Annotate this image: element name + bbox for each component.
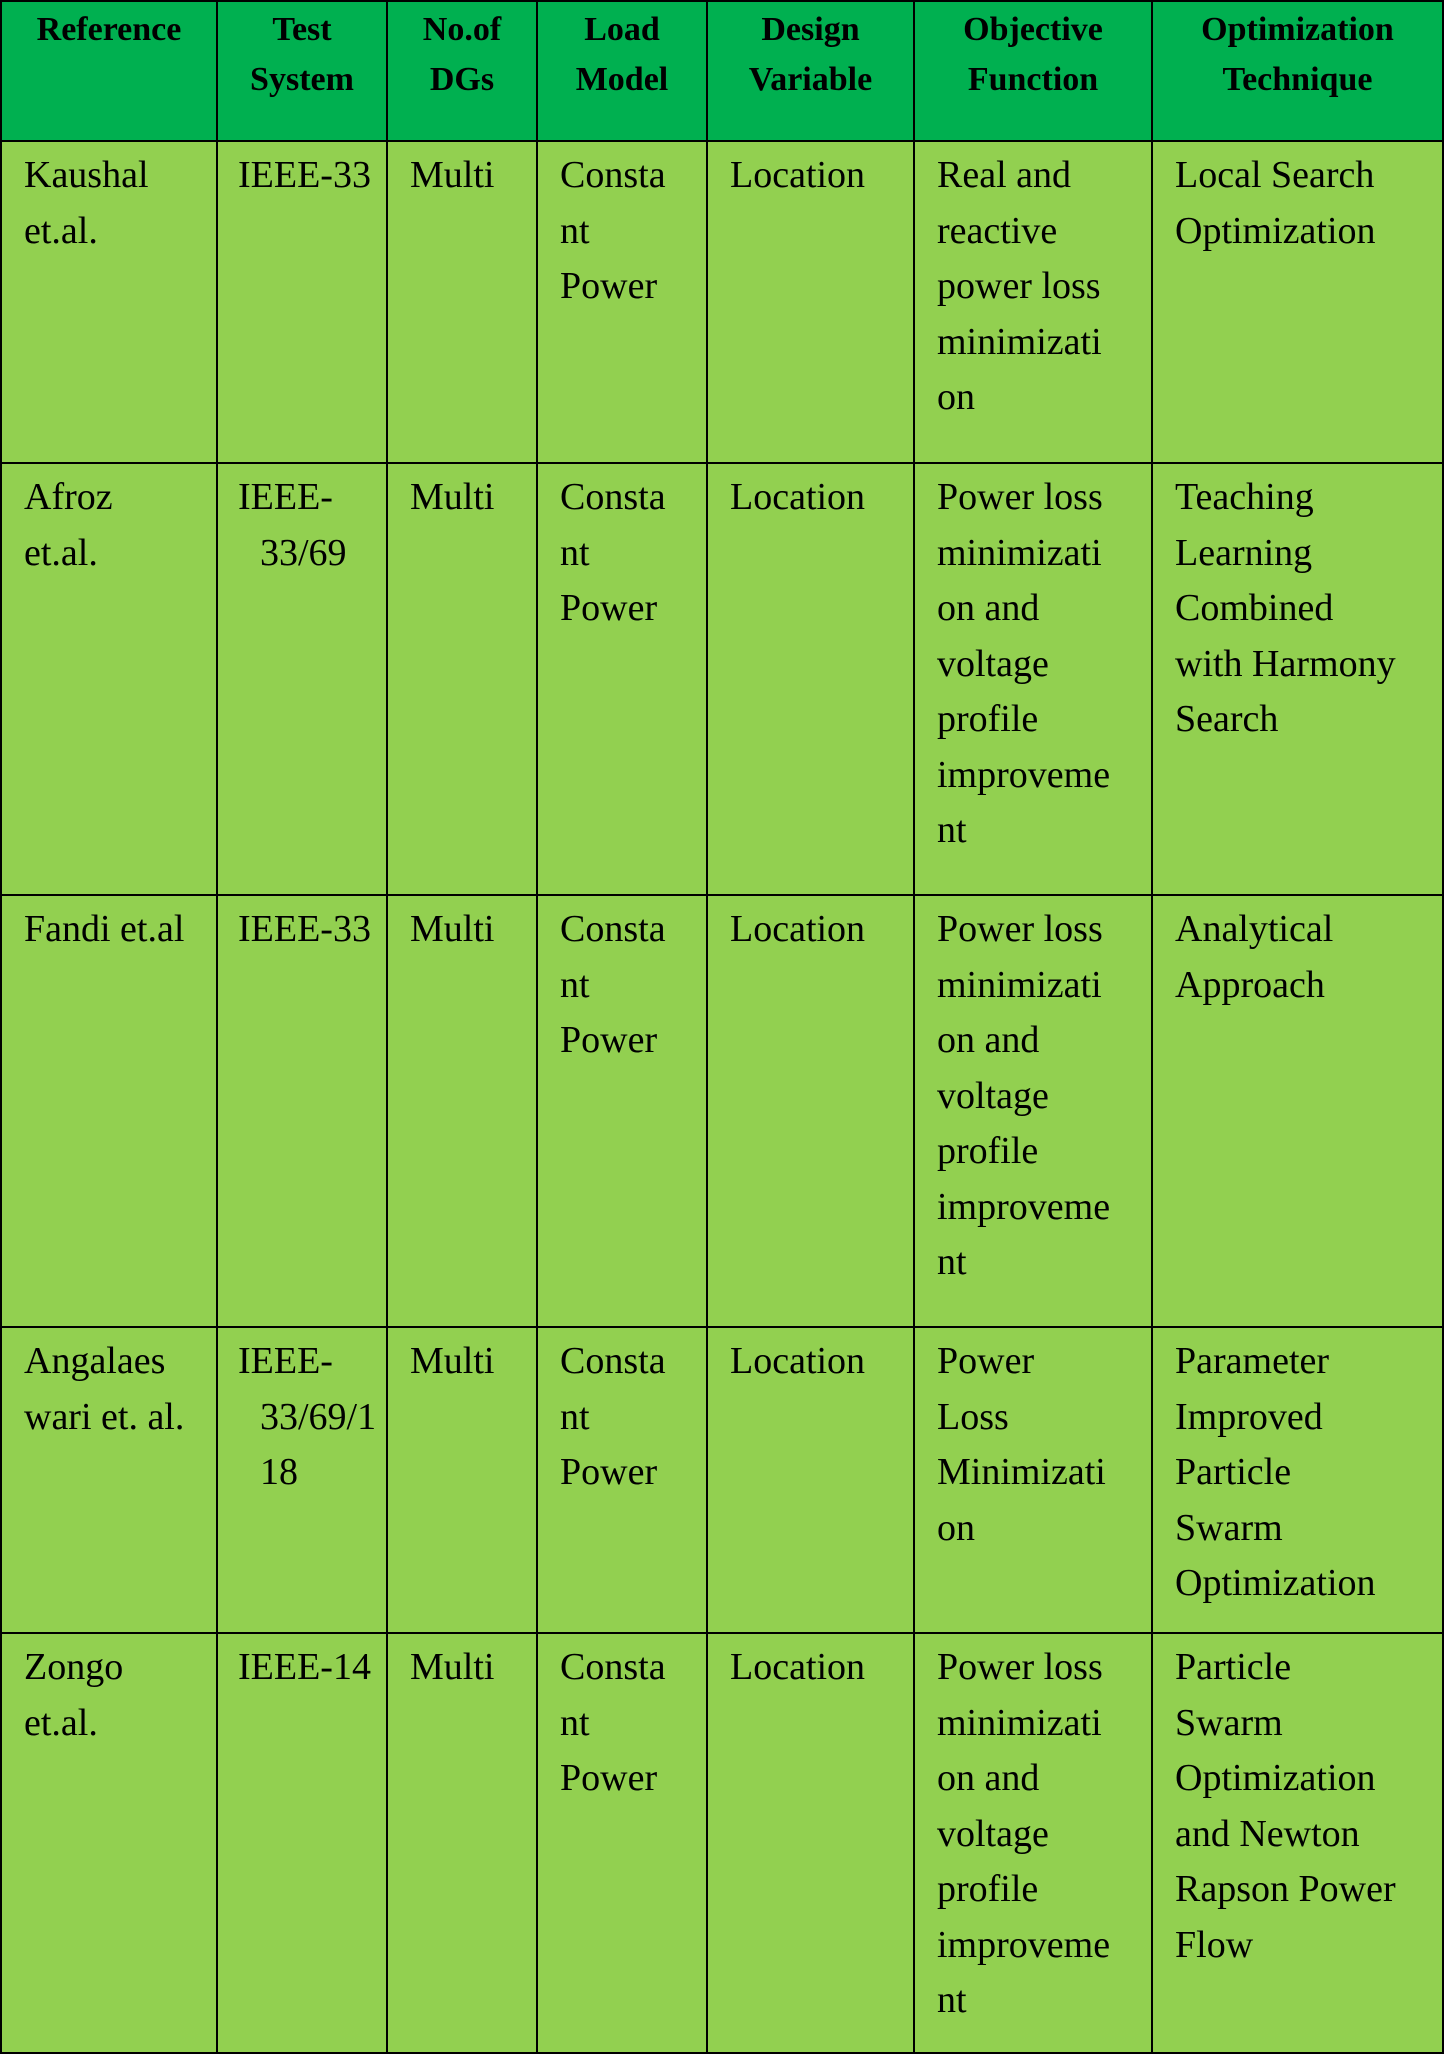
load-model-cell-line: Consta — [560, 476, 666, 518]
table-row — [1, 1633, 1443, 2053]
objective-function-cell-line: improveme — [937, 1185, 1111, 1228]
test-system-text — [238, 902, 386, 958]
optimization-technique-cell-line: Combined — [1175, 587, 1334, 629]
design-variable-cell-text: Location — [730, 908, 866, 950]
load-model-cell-line: nt — [560, 209, 590, 252]
reference-cell-line: Zongo — [24, 1646, 124, 1688]
reference-cell-line: et.al. — [24, 209, 98, 252]
optimization-technique-cell-line: Learning — [1175, 531, 1313, 574]
load-model-cell — [537, 1327, 707, 1633]
test-system-line: IEEE- — [238, 1340, 333, 1382]
column-header-line: Reference — [36, 11, 182, 48]
objective-function-cell-line: Real and — [937, 154, 1072, 196]
objective-function-cell-line: profile — [937, 698, 1039, 740]
column-header-line: Objective — [963, 11, 1103, 48]
load-model-cell-line: Power — [560, 1451, 658, 1493]
column-header-line: No.of — [422, 11, 502, 48]
test-system-line: IEEE-14 — [238, 1646, 371, 1688]
design-variable-cell — [707, 141, 914, 463]
design-variable-cell-text: Location — [730, 1646, 866, 1688]
column-header-line: System — [250, 61, 354, 98]
reference-cell-line: wari et. al. — [24, 1395, 185, 1438]
reference-cell — [1, 1327, 217, 1633]
test-system-line: 33/69/1 — [260, 1395, 377, 1438]
objective-function-cell-line: Minimizati — [937, 1451, 1106, 1493]
optimization-technique-cell-line: Optimization — [1175, 1757, 1376, 1799]
column-header-objective-function — [914, 1, 1152, 141]
load-model-cell-line: nt — [560, 531, 590, 574]
load-model-cell — [537, 463, 707, 895]
test-system-text — [238, 470, 386, 581]
objective-function-cell-line: voltage — [937, 1812, 1049, 1855]
no-of-dgs-cell — [387, 1633, 537, 2053]
column-header-optimization-technique — [1152, 1, 1443, 141]
test-system-text — [238, 1334, 386, 1501]
reference-cell-line: et.al. — [24, 531, 98, 574]
objective-function-cell-line: profile — [937, 1868, 1039, 1910]
objective-function-cell — [914, 141, 1152, 463]
no-of-dgs-cell-text: Multi — [410, 1646, 495, 1688]
objective-function-cell — [914, 1327, 1152, 1633]
objective-function-cell-line: Power loss — [937, 908, 1103, 950]
optimization-technique-cell-line: Search — [1175, 698, 1279, 740]
design-variable-cell-text: Location — [730, 154, 866, 196]
objective-function-cell-line: on and — [937, 1019, 1040, 1061]
optimization-technique-cell-line: Particle — [1175, 1451, 1292, 1493]
design-variable-cell — [707, 1633, 914, 2053]
objective-function-cell-line: minimizati — [937, 320, 1102, 363]
reference-cell-line: Kaushal — [24, 154, 149, 196]
optimization-technique-cell — [1152, 463, 1443, 895]
column-header-line: Test — [272, 11, 332, 48]
load-model-cell-line: nt — [560, 963, 590, 1006]
column-header-reference — [1, 1, 217, 141]
reference-cell — [1, 895, 217, 1327]
no-of-dgs-cell-text: Multi — [410, 154, 495, 196]
objective-function-cell-line: nt — [937, 809, 967, 851]
optimization-technique-cell-line: Flow — [1175, 1923, 1254, 1966]
column-header-line: Function — [967, 61, 1099, 98]
column-header-line: Optimization — [1201, 11, 1394, 48]
objective-function-cell-line: minimizati — [937, 1701, 1102, 1744]
objective-function-cell-line: on — [937, 1506, 975, 1549]
table-row — [1, 1327, 1443, 1633]
reference-cell — [1, 1633, 217, 2053]
optimization-technique-cell-line: and Newton — [1175, 1812, 1360, 1855]
objective-function-cell-line: improveme — [937, 753, 1111, 796]
optimization-technique-cell-line: Local Search — [1175, 154, 1375, 196]
optimization-technique-cell-line: Rapson Power — [1175, 1868, 1396, 1910]
load-model-cell — [537, 1633, 707, 2053]
table-row — [1, 895, 1443, 1327]
no-of-dgs-cell — [387, 141, 537, 463]
objective-function-cell — [914, 895, 1152, 1327]
objective-function-cell-line: nt — [937, 1241, 967, 1283]
optimization-technique-cell-line: Swarm — [1175, 1701, 1283, 1744]
optimization-technique-cell — [1152, 1327, 1443, 1633]
objective-function-cell-line: on — [937, 376, 975, 418]
table-row — [1, 141, 1443, 463]
design-variable-cell — [707, 1327, 914, 1633]
column-header-no-of-dgs — [387, 1, 537, 141]
load-model-cell-line: nt — [560, 1701, 590, 1744]
load-model-cell-line: Consta — [560, 1646, 666, 1688]
no-of-dgs-cell — [387, 463, 537, 895]
test-system-cell — [217, 1633, 387, 2053]
test-system-line: IEEE-33 — [238, 154, 371, 196]
column-header-line: Design — [761, 11, 860, 48]
objective-function-cell-line: minimizati — [937, 531, 1102, 574]
load-model-cell-line: Consta — [560, 154, 666, 196]
objective-function-cell-line: power loss — [937, 265, 1101, 307]
reference-cell — [1, 141, 217, 463]
load-model-cell-line: nt — [560, 1395, 590, 1438]
table-row — [1, 463, 1443, 895]
test-system-cell — [217, 895, 387, 1327]
optimization-technique-cell-line: Swarm — [1175, 1506, 1283, 1549]
column-header-line: Model — [575, 61, 669, 98]
objective-function-cell-line: Power loss — [937, 1646, 1103, 1688]
design-variable-cell-text: Location — [730, 1340, 866, 1382]
load-model-cell-line: Power — [560, 1019, 658, 1061]
optimization-technique-cell-line: Particle — [1175, 1646, 1292, 1688]
column-header-test-system — [217, 1, 387, 141]
optimization-technique-cell-line: Approach — [1175, 963, 1325, 1006]
test-system-line: IEEE-33 — [238, 908, 371, 950]
optimization-technique-cell-line: with Harmony — [1175, 642, 1396, 685]
optimization-technique-cell-line: Optimization — [1175, 1562, 1376, 1604]
load-model-cell — [537, 895, 707, 1327]
test-system-line: 18 — [260, 1451, 298, 1493]
no-of-dgs-cell-text: Multi — [410, 908, 495, 950]
design-variable-cell-text: Location — [730, 476, 866, 518]
table-header-row — [1, 1, 1443, 141]
load-model-cell-line: Power — [560, 587, 658, 629]
reference-cell-line: Angalaes — [24, 1340, 166, 1382]
objective-function-cell-line: minimizati — [937, 963, 1102, 1006]
no-of-dgs-cell-text: Multi — [410, 476, 495, 518]
test-system-cell — [217, 1327, 387, 1633]
test-system-text — [238, 1640, 386, 1696]
objective-function-cell-line: Power loss — [937, 476, 1103, 518]
optimization-technique-cell — [1152, 1633, 1443, 2053]
optimization-technique-cell-line: Improved — [1175, 1395, 1323, 1438]
objective-function-cell-line: on and — [937, 587, 1040, 629]
objective-function-cell-line: Power — [937, 1340, 1035, 1382]
no-of-dgs-cell — [387, 1327, 537, 1633]
load-model-cell-line: Power — [560, 265, 658, 307]
objective-function-cell — [914, 463, 1152, 895]
optimization-technique-cell-line: Parameter — [1175, 1340, 1330, 1382]
objective-function-cell-line: voltage — [937, 1074, 1049, 1117]
column-header-line: Technique — [1222, 61, 1373, 98]
load-model-cell — [537, 141, 707, 463]
objective-function-cell-line: voltage — [937, 642, 1049, 685]
column-header-line: Load — [584, 11, 660, 48]
optimization-technique-cell-line: Teaching — [1175, 476, 1314, 518]
test-system-cell — [217, 141, 387, 463]
optimization-technique-cell — [1152, 141, 1443, 463]
objective-function-cell-line: Loss — [937, 1395, 1009, 1438]
no-of-dgs-cell-text: Multi — [410, 1340, 495, 1382]
reference-cell-line: Afroz — [24, 476, 113, 518]
reference-cell-line: Fandi et.al — [24, 908, 185, 950]
design-variable-cell — [707, 895, 914, 1327]
objective-function-cell — [914, 1633, 1152, 2053]
optimization-technique-cell-line: Analytical — [1175, 908, 1334, 950]
column-header-load-model — [537, 1, 707, 141]
test-system-line: 33/69 — [260, 531, 347, 574]
objective-function-cell-line: profile — [937, 1130, 1039, 1172]
reference-cell — [1, 463, 217, 895]
test-system-cell — [217, 463, 387, 895]
objective-function-cell-line: on and — [937, 1757, 1040, 1799]
optimization-technique-cell — [1152, 895, 1443, 1327]
objective-function-cell-line: nt — [937, 1979, 967, 2021]
reference-cell-line: et.al. — [24, 1701, 98, 1744]
load-model-cell-line: Consta — [560, 908, 666, 950]
objective-function-cell-line: reactive — [937, 209, 1058, 252]
optimization-technique-cell-line: Optimization — [1175, 209, 1376, 252]
objective-function-cell-line: improveme — [937, 1923, 1111, 1966]
table-body — [1, 141, 1443, 2053]
no-of-dgs-cell — [387, 895, 537, 1327]
load-model-cell-line: Consta — [560, 1340, 666, 1382]
column-header-design-variable — [707, 1, 914, 141]
column-header-line: DGs — [429, 61, 495, 98]
design-variable-cell — [707, 463, 914, 895]
test-system-text — [238, 148, 386, 204]
test-system-line: IEEE- — [238, 476, 333, 518]
column-header-line: Variable — [748, 61, 873, 98]
load-model-cell-line: Power — [560, 1757, 658, 1799]
